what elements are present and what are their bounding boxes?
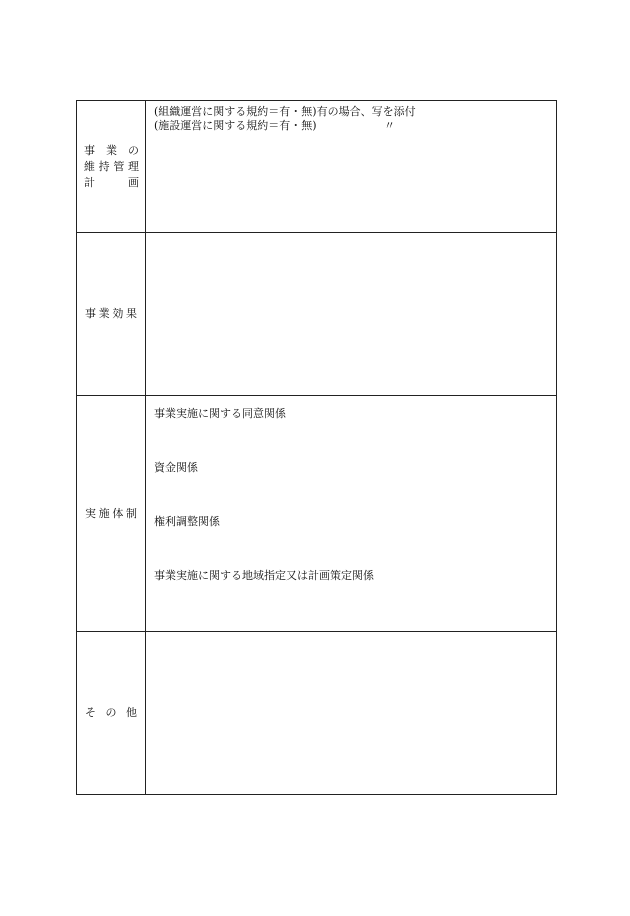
content-project-effect[interactable] xyxy=(146,233,557,396)
label-line-2: 維 持 管 理 xyxy=(84,159,139,173)
row-project-effect xyxy=(77,233,557,396)
item-consent-relations: 事業実施に関する同意関係 xyxy=(154,407,286,420)
facility-rules-line: (施設運営に関する規約＝有・無) 〃 xyxy=(154,119,395,132)
row-other xyxy=(77,632,557,795)
content-other[interactable] xyxy=(146,632,557,795)
item-funding-relations: 資金関係 xyxy=(154,461,198,474)
row-maintenance-plan xyxy=(77,101,557,233)
item-rights-adjustment: 権利調整関係 xyxy=(154,515,220,528)
content-implementation-system[interactable] xyxy=(146,396,557,632)
row-implementation-system xyxy=(77,396,557,632)
label-other: そ の 他 xyxy=(77,632,146,795)
org-rules-line: (組織運営に関する規約＝有・無)有の場合、写を添付 xyxy=(154,105,416,118)
label-line-3: 計 画 xyxy=(84,175,139,189)
item-area-designation: 事業実施に関する地域指定又は計画策定関係 xyxy=(154,569,374,582)
label-maintenance-plan xyxy=(77,101,146,233)
ditto-mark: 〃 xyxy=(384,119,395,132)
label-project-effect: 事 業 効 果 xyxy=(77,233,146,396)
label-implementation-system: 実 施 体 制 xyxy=(77,396,146,632)
content-maintenance-plan[interactable] xyxy=(146,101,557,233)
label-line-1: 事 業 の xyxy=(84,143,139,157)
project-form-table xyxy=(76,100,557,795)
